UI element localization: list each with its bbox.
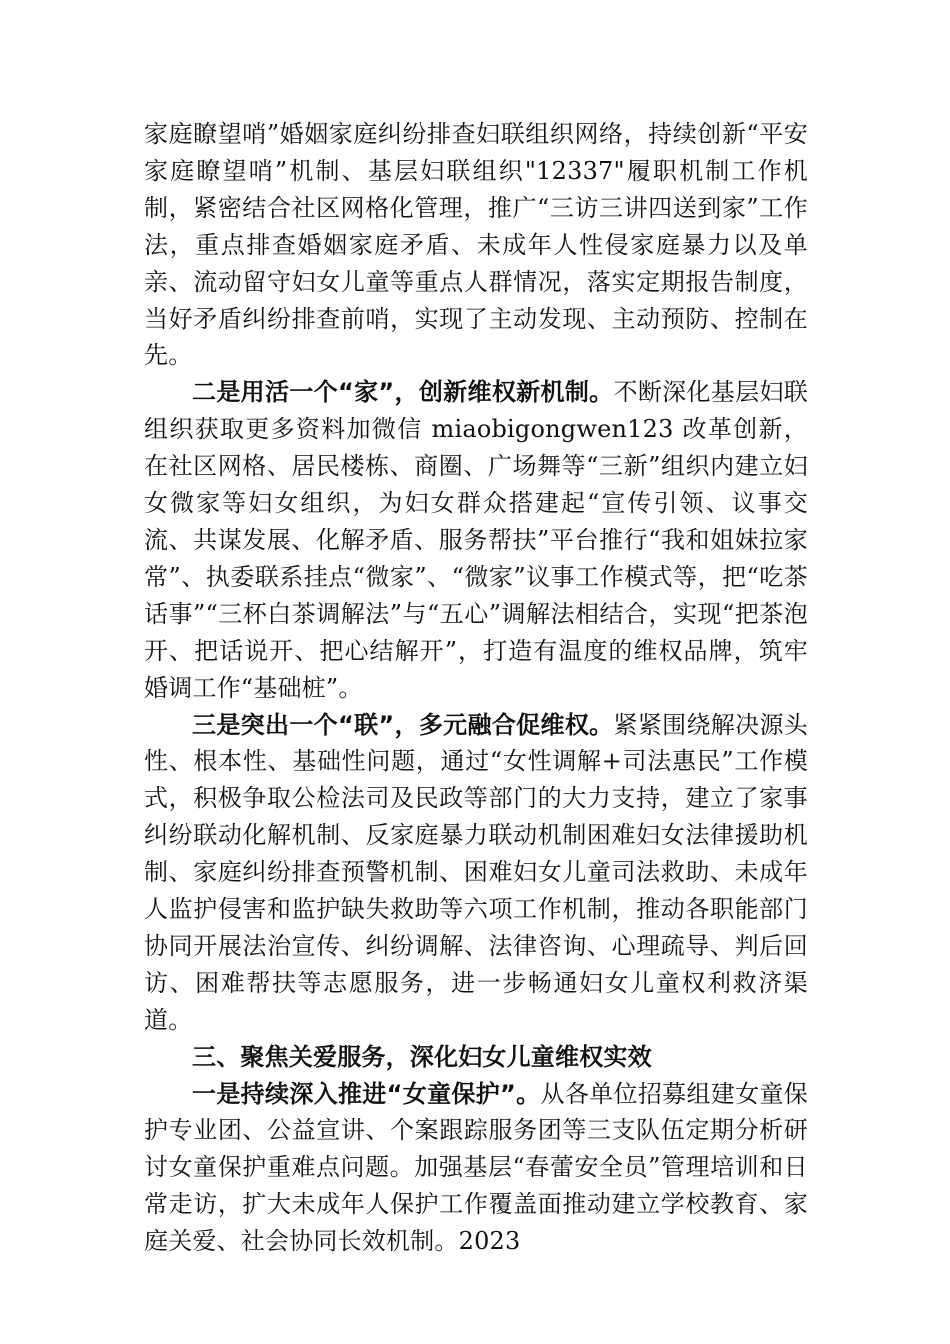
- paragraph-family-mechanism: [144, 374, 808, 706]
- paragraph-text: 家庭瞭望哨”婚姻家庭纠纷排查妇联组织网络，持续创新“平安家庭瞭望哨”机制、基层妇联组织"12337"履职机制工作机制，紧密结合社区网格化管理，推广“三访三讲四送到家”工作法，重点排查婚姻家庭矛盾、未成年人性侵家庭暴力以及单亲、流动留守妇女儿童等重点人群情况，落实定期报告制度，当好矛盾纠纷排查前哨，实现了主动发现、主动预防、控制在先。: [144, 120, 808, 370]
- paragraph-text: 不断深化基层妇联组织获取更多资料加微信 miaobigongwen123 改革创新，在社区网格、居民楼栋、商圈、广场舞等“三新”组织内建立妇女微家等妇女组织，为妇女群众搭建起“宣传引领、议事交流、共谋发展、化解矛盾、服务帮扶”平台推行“我和姐妹拉家常”、执委联系挂点“微家”、“微家”议事工作模式等，把“吃茶话事”“三杯白茶调解法”与“五心”调解法相结合，实现“把茶泡开、把话说开、把心结解开”，打造有温度的维权品牌，筑牢婚调工作“基础桩”。: [144, 378, 808, 702]
- paragraph-linkage: [144, 707, 808, 1039]
- paragraph-lead: 一是持续深入推进“女童保护”。: [192, 1079, 541, 1108]
- paragraph-lead: 二是用活一个“家”，创新维权新机制。: [192, 378, 614, 407]
- paragraph-text: 从各单位招募组建女童保护专业团、公益宣讲、个案跟踪服务团等三支队伍定期分析研讨女童保护重难点问题。加强基层“春蕾安全员”管理培训和日常走访，扩大未成年人保护工作覆盖面推动建立学校教育、家庭关爱、社会协同长效机制。2023: [144, 1079, 808, 1256]
- paragraph-girl-protection: [144, 1076, 808, 1261]
- paragraph-lead: 三是突出一个“联”，多元融合促维权。: [192, 710, 614, 739]
- paragraph-continuation: [144, 116, 808, 374]
- paragraph-text: 紧紧围绕解决源头性、根本性、基础性问题，通过“女性调解+司法惠民”工作模式，积极争取公检法司及民政等部门的大力支持，建立了家事纠纷联动化解机制、反家庭暴力联动机制困难妇女法律援助机制、家庭纠纷排查预警机制、困难妇女儿童司法救助、未成年人监护侵害和监护缺失救助等六项工作机制，推动各职能部门协同开展法治宣传、纠纷调解、法律咨询、心理疏导、判后回访、困难帮扶等志愿服务，进一步畅通妇女儿童权利救济渠道。: [144, 710, 808, 1034]
- section-heading: 三、聚焦关爱服务，深化妇女儿童维权实效: [192, 1042, 652, 1071]
- document-body: [144, 116, 808, 1260]
